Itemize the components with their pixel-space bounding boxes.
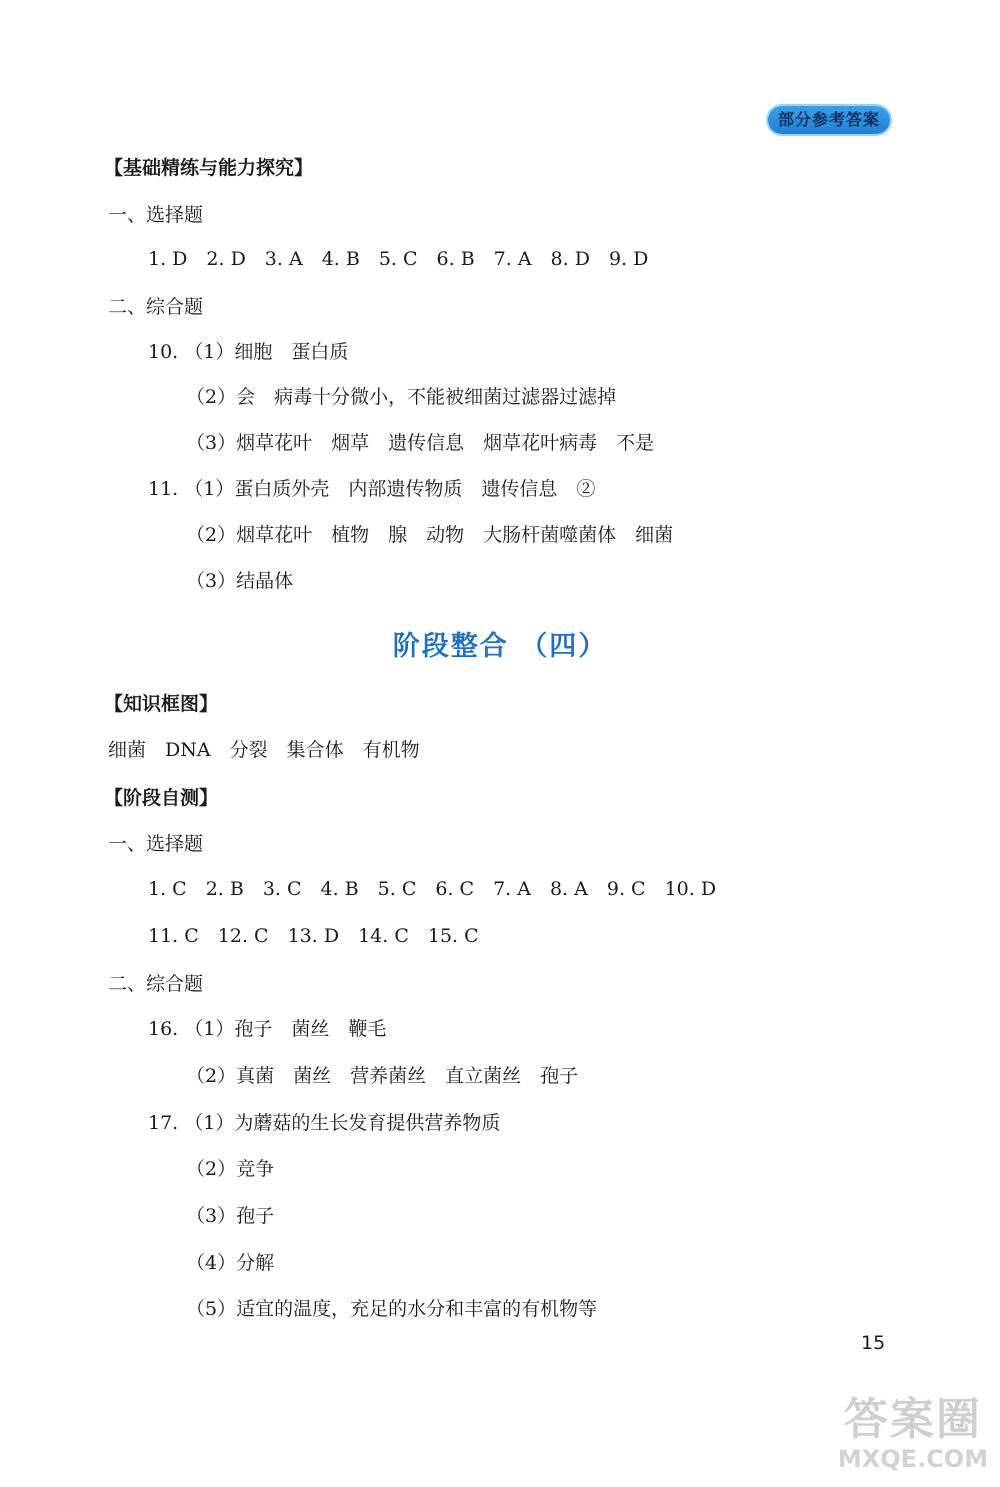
choice-answers-row1: 1. C 2. B 3. C 4. B 5. C 6. C 7. A 8. A 9. C 10. D: [148, 878, 717, 900]
answer-section-badge: 部分参考答案: [768, 106, 890, 134]
answer-q16-part1: 16. （1）孢子 菌丝 鞭毛: [148, 1018, 387, 1040]
knowledge-frame-answers: 细菌 DNA 分裂 集合体 有机物: [108, 739, 420, 761]
watermark-logo-text: 答案圈: [844, 1394, 982, 1445]
knowledge-frame-heading: 【知识框图】: [104, 693, 219, 715]
choice-answers-row2: 11. C 12. C 13. D 14. C 15. C: [148, 925, 479, 947]
comprehensive-section-title-2: 二、综合题: [108, 973, 204, 995]
answer-q10-part2: （2）会 病毒十分微小，不能被细菌过滤器过滤掉: [186, 386, 617, 408]
answer-q11-part2: （2）烟草花叶 植物 腺 动物 大肠杆菌噬菌体 细菌: [186, 524, 674, 546]
choice-section-title: 一、选择题: [108, 204, 204, 226]
comprehensive-section-title: 二、综合题: [108, 296, 204, 318]
answer-q16-part2: （2）真菌 菌丝 营养菌丝 直立菌丝 孢子: [186, 1065, 579, 1087]
answer-q11-part1: 11. （1）蛋白质外壳 内部遗传物质 遗传信息 ②: [148, 478, 596, 500]
watermark-url: MXQE.COM: [837, 1445, 989, 1473]
answer-q17-part5: （5）适宜的温度，充足的水分和丰富的有机物等: [186, 1298, 598, 1320]
answer-q10-part1: 10. （1）细胞 蛋白质: [148, 341, 349, 363]
answer-q17-part2: （2）竞争: [186, 1158, 275, 1180]
choice-section-title-2: 一、选择题: [108, 833, 204, 855]
answer-q10-part3: （3）烟草花叶 烟草 遗传信息 烟草花叶病毒 不是: [186, 432, 655, 454]
self-test-heading: 【阶段自测】: [104, 787, 219, 809]
answer-q17-part1: 17. （1）为蘑菇的生长发育提供营养物质: [148, 1112, 501, 1134]
answer-q17-part4: （4）分解: [186, 1252, 275, 1274]
answer-q11-part3: （3）结晶体: [186, 570, 294, 592]
answer-q17-part3: （3）孢子: [186, 1205, 275, 1227]
section-heading-basic-practice: 【基础精练与能力探究】: [104, 157, 314, 179]
page-number: 15: [861, 1332, 886, 1354]
choice-answers: 1. D 2. D 3. A 4. B 5. C 6. B 7. A 8. D 9. D: [148, 248, 649, 270]
stage-integration-title: 阶段整合 （四）: [392, 631, 608, 662]
site-watermark: [828, 1395, 998, 1487]
